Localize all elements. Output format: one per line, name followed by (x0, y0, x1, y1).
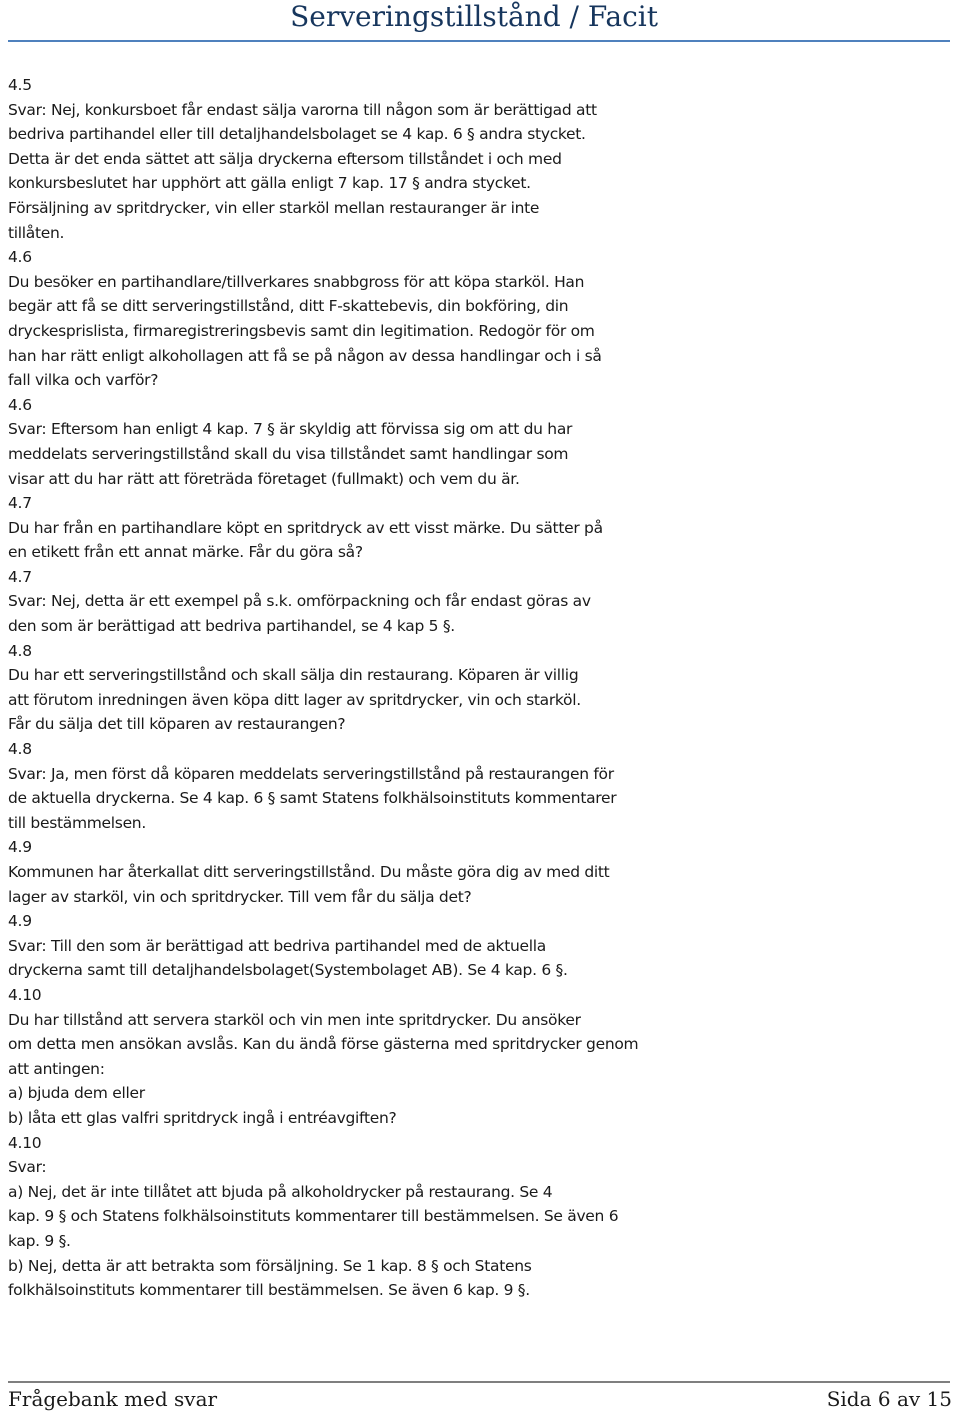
answer-line: Svar: Ja, men först då köparen meddelats serveringstillstånd på restaurangen för (8, 764, 614, 783)
answer-line: Svar: Eftersom han enligt 4 kap. 7 § är skyldig att förvissa sig om att du har (8, 420, 573, 439)
question-option: b) låta ett glas valfri spritdryck ingå i entréavgiften? (8, 1108, 397, 1127)
section-number: 4.8 (8, 641, 32, 660)
header-title: Serveringstillstånd / Facit (290, 0, 658, 33)
section-number: 4.10 (8, 985, 42, 1004)
page-header (0, 0, 960, 44)
answer-line: den som är berättigad att bedriva partihandel, se 4 kap 5 §. (8, 617, 455, 636)
answer-line: tillåten. (8, 223, 65, 242)
question-line: Du har från en partihandlare köpt en spritdryck av ett visst märke. Du sätter på (8, 518, 603, 537)
question-line: han har rätt enligt alkohollagen att få se på någon av dessa handlingar och i så (8, 346, 602, 365)
answer-line: Svar: Till den som är berättigad att bedriva partihandel med de aktuella (8, 936, 546, 955)
answer-line: bedriva partihandel eller till detaljhandelsbolaget se 4 kap. 6 § andra stycket. (8, 125, 586, 144)
header-divider (8, 40, 950, 42)
question-line: Du har tillstånd att servera starköl och vin men inte spritdrycker. Du ansöker (8, 1010, 581, 1029)
answer-line: Svar: Nej, detta är ett exempel på s.k. omförpackning och får endast göras av (8, 592, 591, 611)
question-line: Får du sälja det till köparen av restaurangen? (8, 715, 346, 734)
answer-line: kap. 9 §. (8, 1231, 71, 1250)
answer-line: konkursbeslutet har upphört att gälla enligt 7 kap. 17 § andra stycket. (8, 174, 531, 193)
question-line: dryckesprislista, firmaregistreringsbevis samt din legitimation. Redogör för om (8, 321, 595, 340)
answer-line: till bestämmelsen. (8, 813, 146, 832)
answer-line: b) Nej, detta är att betrakta som försäljning. Se 1 kap. 8 § och Statens (8, 1256, 532, 1275)
section-number: 4.8 (8, 740, 32, 759)
question-line: lager av starköl, vin och spritdrycker. Till vem får du sälja det? (8, 887, 472, 906)
question-line: om detta men ansökan avslås. Kan du ändå förse gästerna med spritdrycker genom (8, 1035, 639, 1054)
question-line: att antingen: (8, 1059, 105, 1078)
question-line: Kommunen har återkallat ditt serveringstillstånd. Du måste göra dig av med ditt (8, 863, 610, 881)
section-number: 4.7 (8, 567, 32, 586)
question-line: Du besöker en partihandlare/tillverkares snabbgross för att köpa starköl. Han (8, 272, 585, 291)
footer-divider (8, 1381, 950, 1383)
question-line: begär att få se ditt serveringstillstånd, ditt F-skattebevis, din bokföring, din (8, 297, 569, 316)
answer-line: Svar: (8, 1158, 47, 1177)
answer-line: folkhälsoinstituts kommentarer till bestämmelsen. Se även 6 kap. 9 §. (8, 1281, 530, 1300)
answer-line: dryckerna samt till detaljhandelsbolaget(Systembolaget AB). Se 4 kap. 6 §. (8, 961, 568, 980)
answer-line: Svar: Nej, konkursboet får endast sälja varorna till någon som är berättigad att (8, 100, 597, 119)
answer-line: Detta är det enda sättet att sälja dryckerna eftersom tillståndet i och med (8, 149, 562, 168)
answer-line: a) Nej, det är inte tillåtet att bjuda på alkoholdrycker på restaurang. Se 4 (8, 1182, 553, 1201)
footer-document-title: Frågebank med svar (8, 1387, 218, 1411)
section-number: 4.10 (8, 1133, 42, 1152)
section-number: 4.9 (8, 912, 32, 931)
footer-page-number: Sida 6 av 15 (826, 1387, 952, 1411)
section-number: 4.7 (8, 494, 32, 513)
question-line: att förutom inredningen även köpa ditt lager av spritdrycker, vin och starköl. (8, 690, 581, 709)
answer-line: de aktuella dryckerna. Se 4 kap. 6 § samt Statens folkhälsoinstituts kommentarer (8, 789, 617, 808)
answer-line: Försäljning av spritdrycker, vin eller starköl mellan restauranger är inte (8, 198, 540, 217)
answer-line: visar att du har rätt att företräda företaget (fullmakt) och vem du är. (8, 469, 520, 488)
section-number: 4.6 (8, 395, 32, 414)
question-line: fall vilka och varför? (8, 371, 159, 390)
answer-line: kap. 9 § och Statens folkhälsoinstituts kommentarer till bestämmelsen. Se även 6 (8, 1207, 619, 1226)
document-body (8, 73, 708, 1303)
question-line: en etikett från ett annat märke. Får du göra så? (8, 543, 363, 562)
section-number: 4.9 (8, 838, 32, 857)
section-number: 4.6 (8, 248, 32, 267)
question-option: a) bjuda dem eller (8, 1084, 145, 1103)
section-number: 4.5 (8, 76, 32, 94)
question-line: Du har ett serveringstillstånd och skall sälja din restaurang. Köparen är villig (8, 666, 579, 685)
answer-line: meddelats serveringstillstånd skall du visa tillståndet samt handlingar som (8, 444, 569, 463)
